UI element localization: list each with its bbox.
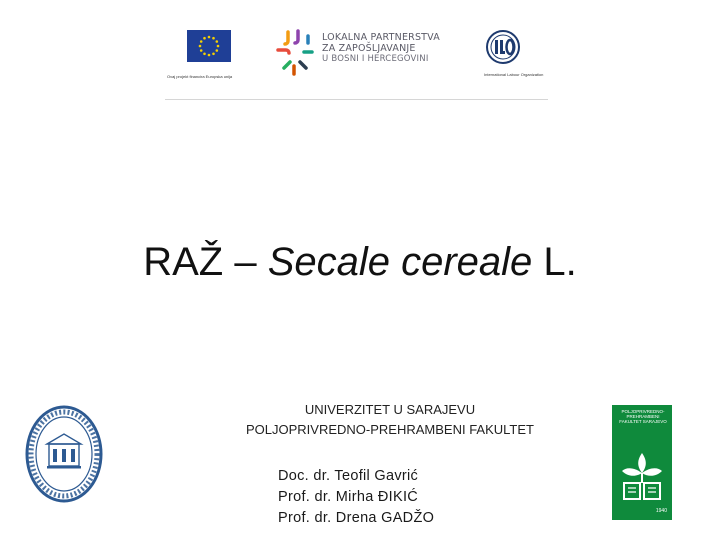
eu-flag-icon <box>187 30 231 62</box>
ilo-logo <box>482 28 552 88</box>
university-seal-icon <box>25 404 103 504</box>
faculty-name: POLJOPRIVREDNO-PREHRAMBENI FAKULTET <box>246 422 534 437</box>
author-2: Prof. dr. Mirha ĐIKIĆ <box>278 489 419 505</box>
star-people-icon <box>274 28 316 78</box>
sprout-book-icon <box>618 443 666 503</box>
local-partnership-logo <box>274 28 449 88</box>
faculty-badge-year: 1940 <box>655 508 667 514</box>
partnership-line-3: U BOSNI I HERCEGOVINI <box>322 54 429 64</box>
author-1: Doc. dr. Teofil Gavrić <box>278 468 419 484</box>
ilo-emblem-icon <box>482 28 524 66</box>
local-partnership-text <box>322 32 440 65</box>
institution-block <box>230 400 550 440</box>
eu-logo <box>167 30 233 90</box>
author-3: Prof. dr. Drena GADŽO <box>278 510 435 526</box>
header-divider <box>165 99 548 100</box>
faculty-badge <box>612 405 672 520</box>
partnership-line-1: LOKALNA PARTNERSTVA <box>322 32 440 43</box>
title-suffix: L. <box>532 240 577 284</box>
header-logo-strip <box>160 22 552 102</box>
title-plain: RAŽ – <box>143 240 268 284</box>
title-scientific-name: Secale cereale <box>267 240 533 284</box>
eu-caption: Ovaj projekt financira Europska unija <box>167 74 233 79</box>
partnership-line-2: ZA ZAPOŠLJAVANJE <box>322 43 416 54</box>
faculty-badge-text: POLJOPRIVREDNO-PREHRAMBENI FAKULTET SARAJEVO <box>619 409 667 424</box>
slide-title <box>0 240 720 285</box>
author-list <box>278 466 434 529</box>
ilo-caption: International Labour Organization <box>484 72 544 77</box>
university-name: UNIVERZITET U SARAJEVU <box>304 402 476 417</box>
